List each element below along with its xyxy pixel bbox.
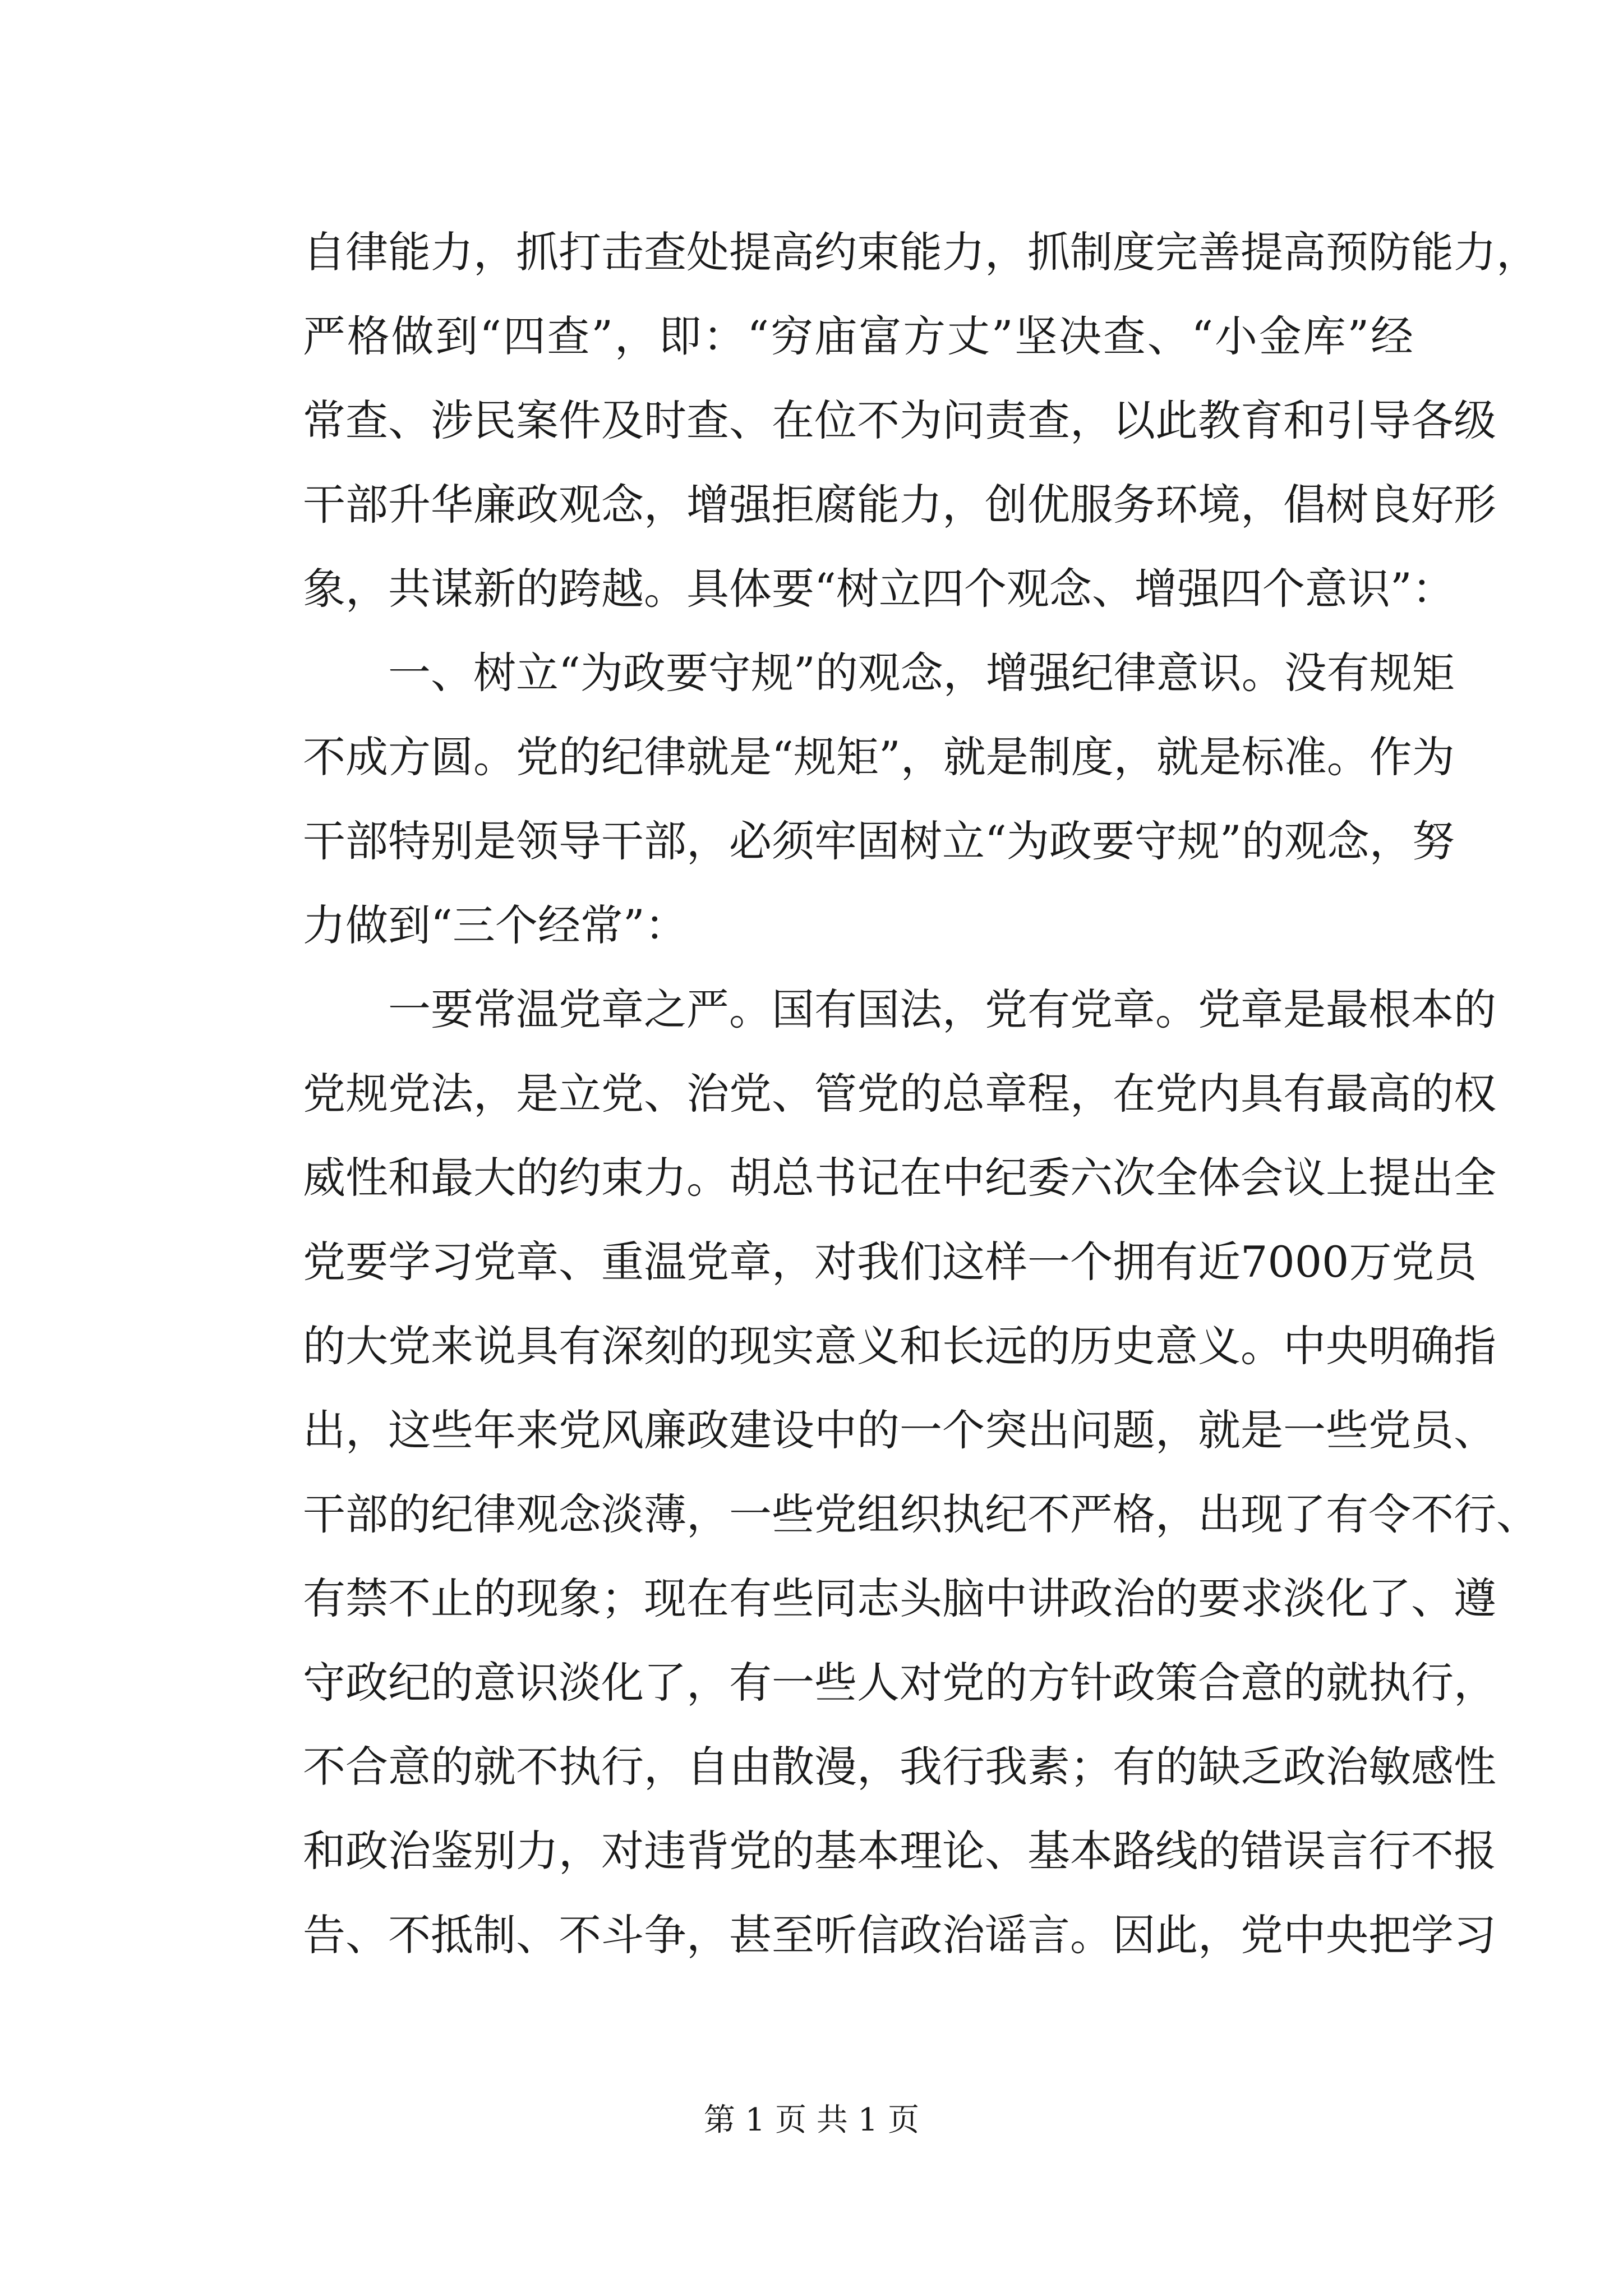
text-line: 不成方圆。党的纪律就是“规矩”，就是制度，就是标准。作为 xyxy=(303,732,1455,782)
page-footer: 第 1 页 共 1 页 xyxy=(703,2102,920,2138)
text-line: 一要常温党章之严。国有国法，党有党章。党章是最根本的 xyxy=(303,984,1496,1034)
text-line: 干部的纪律观念淡薄，一些党组织执纪不严格，出现了有令不行、 xyxy=(303,1489,1539,1539)
text-line: 出，这些年来党风廉政建设中的一个突出问题，就是一些党员、 xyxy=(303,1405,1496,1455)
text-line: 党规党法，是立党、治党、管党的总章程，在党内具有最高的权 xyxy=(303,1069,1496,1119)
text-line: 象，共谋新的跨越。具体要“树立四个观念、增强四个意识”： xyxy=(303,564,1455,614)
text-line: 和政治鉴别力，对违背党的基本理论、基本路线的错误言行不报 xyxy=(303,1826,1496,1876)
text-line: 党要学习党章、重温党章，对我们这样一个拥有近7000万党员 xyxy=(303,1237,1477,1287)
text-line: 干部升华廉政观念，增强拒腐能力，创优服务环境，倡树良好形 xyxy=(303,480,1496,530)
text-line: 威性和最大的约束力。胡总书记在中纪委六次全体会议上提出全 xyxy=(303,1153,1496,1203)
text-line: 干部特别是领导干部，必须牢固树立“为政要守规”的观念，努 xyxy=(303,816,1455,866)
text-line: 不合意的就不执行，自由散漫，我行我素；有的缺乏政治敏感性 xyxy=(303,1742,1496,1792)
text-line: 的大党来说具有深刻的现实意义和长远的历史意义。中央明确指 xyxy=(303,1321,1496,1371)
text-line: 一、树立“为政要守规”的观念，增强纪律意识。没有规矩 xyxy=(303,648,1455,698)
text-line: 严格做到“四查”，即：“穷庙富方丈”坚决查、“小金库”经 xyxy=(303,311,1413,361)
text-line: 有禁不止的现象；现在有些同志头脑中讲政治的要求淡化了、遵 xyxy=(303,1573,1496,1623)
text-line: 守政纪的意识淡化了，有一些人对党的方针政策合意的就执行， xyxy=(303,1658,1496,1708)
text-line: 常查、涉民案件及时查、在位不为问责查，以此教育和引导各级 xyxy=(303,395,1496,445)
text-line: 自律能力，抓打击查处提高约束能力，抓制度完善提高预防能力， xyxy=(303,227,1539,277)
text-line: 告、不抵制、不斗争，甚至听信政治谣言。因此，党中央把学习 xyxy=(303,1910,1496,1960)
text-line: 力做到“三个经常”： xyxy=(303,900,688,950)
